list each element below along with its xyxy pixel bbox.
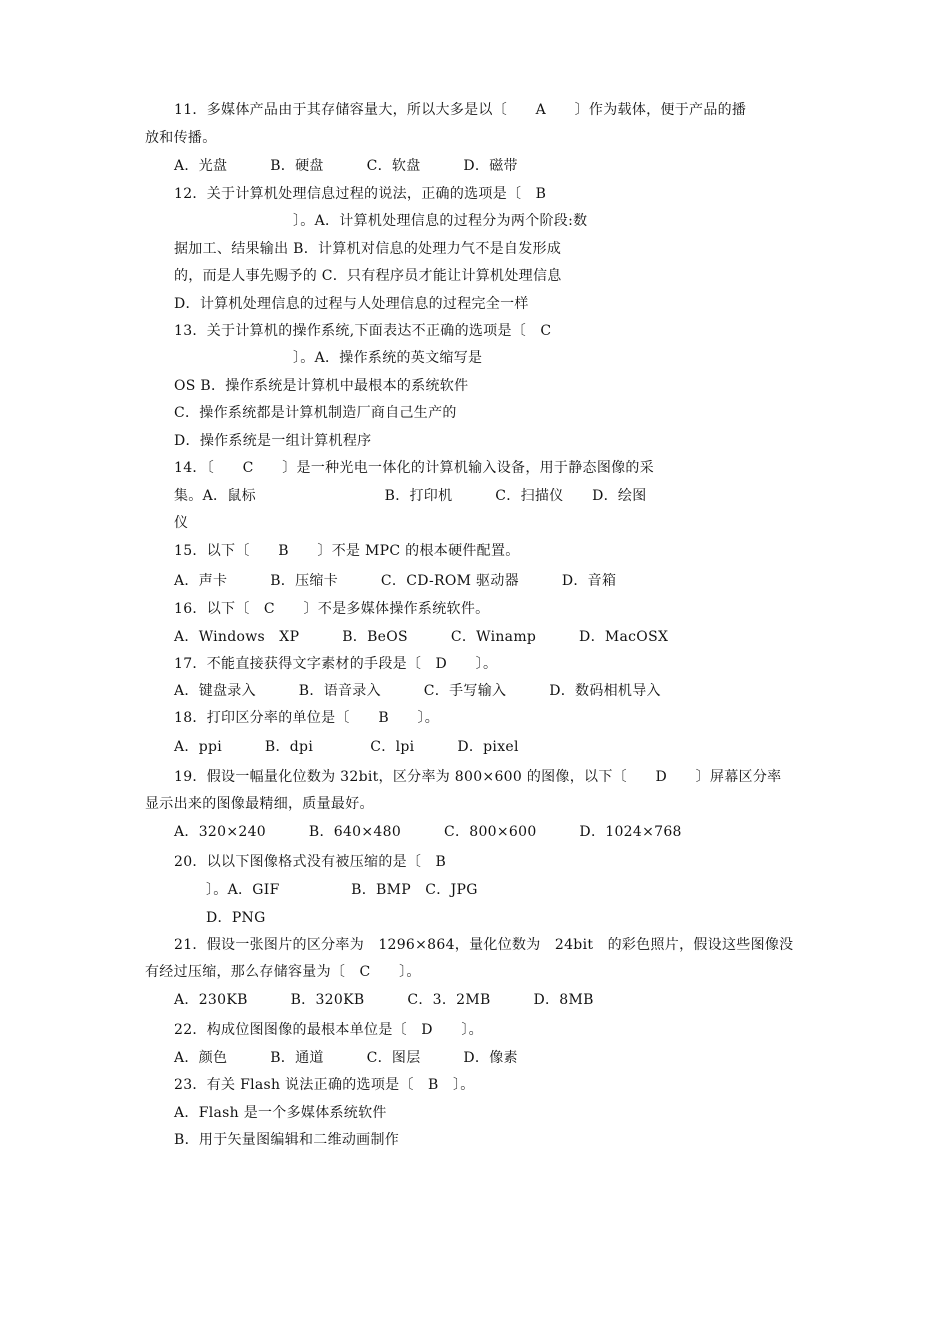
q20-options-cont: D．PNG bbox=[206, 910, 266, 926]
q13-options-line1: OS B．操作系统是计算机中最根本的系统软件 bbox=[174, 378, 469, 394]
q21-options: A．230KB B．320KB C．3．2MB D．8MB bbox=[174, 992, 594, 1008]
q22-stem: 22．构成位图图像的最根本单位是〔 D 〕。 bbox=[174, 1022, 483, 1038]
q20-options: 〕。A．GIF B．BMP C．JPG bbox=[206, 882, 478, 898]
q19-options: A．320×240 B．640×480 C．800×600 D．1024×768 bbox=[174, 824, 682, 840]
q18-options: A．ppi B．dpi C．lpi D．pixel bbox=[174, 739, 519, 755]
q17-stem: 17．不能直接获得文字素材的手段是〔 D 〕。 bbox=[174, 656, 498, 672]
q19-stem-cont: 显示出来的图像最精细，质量最好。 bbox=[145, 796, 374, 812]
q11-stem-cont: 放和传播。 bbox=[145, 130, 217, 146]
q21-stem-cont: 有经过压缩，那么存储容量为〔 C 〕。 bbox=[145, 964, 421, 980]
q14-options-cont: 仪 bbox=[174, 515, 189, 531]
q13-stem: 13．关于计算机的操作系统,下面表达不正确的选项是〔 C bbox=[174, 323, 552, 339]
q23-option-a: A．Flash 是一个多媒体系统软件 bbox=[174, 1105, 387, 1121]
q13-options-line2: C．操作系统都是计算机制造厂商自己生产的 bbox=[174, 405, 457, 421]
q18-stem: 18．打印区分率的单位是〔 B 〕。 bbox=[174, 710, 440, 726]
q13-stem-cont: 〕。A．操作系统的英文缩写是 bbox=[293, 350, 483, 366]
q14-options: 集。A．鼠标 B．打印机 C．扫描仪 D．绘图 bbox=[174, 488, 647, 504]
q11-options: A．光盘 B．硬盘 C．软盘 D．磁带 bbox=[174, 158, 518, 174]
q15-stem: 15．以下〔 B 〕不是 MPC 的根本硬件配置。 bbox=[174, 543, 520, 559]
q12-stem: 12．关于计算机处理信息过程的说法，正确的选项是〔 B bbox=[174, 186, 547, 202]
q15-options: A．声卡 B．压缩卡 C．CD-ROM 驱动器 D．音箱 bbox=[174, 573, 617, 589]
q16-stem: 16．以下〔 C 〕不是多媒体操作系统软件。 bbox=[174, 601, 490, 617]
q23-option-b: B．用于矢量图编辑和二维动画制作 bbox=[174, 1132, 400, 1148]
q12-options-line2: 的，而是人事先赐予的 C．只有程序员才能让计算机处理信息 bbox=[174, 268, 562, 284]
q20-stem: 20．以以下图像格式没有被压缩的是〔 B bbox=[174, 854, 447, 870]
q12-stem-cont: 〕。A．计算机处理信息的过程分为两个阶段:数 bbox=[293, 213, 588, 229]
q14-stem: 14．〔 C 〕是一种光电一体化的计算机输入设备，用于静态图像的采 bbox=[174, 460, 655, 476]
q23-stem: 23．有关 Flash 说法正确的选项是〔 B 〕。 bbox=[174, 1077, 475, 1093]
q22-options: A．颜色 B．通道 C．图层 D．像素 bbox=[174, 1050, 518, 1066]
q16-options: A．Windows XP B．BeOS C．Winamp D．MacOSX bbox=[174, 629, 669, 645]
q19-stem: 19．假设一幅量化位数为 32bit，区分率为 800×600 的图像，以下〔 D 〕屏幕区分率 bbox=[174, 769, 782, 785]
q17-options: A．键盘录入 B．语音录入 C．手写输入 D．数码相机导入 bbox=[174, 683, 661, 699]
q11-stem: 11．多媒体产品由于其存储容量大，所以大多是以〔 A 〕作为载体，便于产品的播 bbox=[174, 102, 747, 118]
q12-options-line3: D．计算机处理信息的过程与人处理信息的过程完全一样 bbox=[174, 296, 529, 312]
q21-stem: 21．假设一张图片的区分率为 1296×864，量化位数为 24bit 的彩色照片，假设这些图像没 bbox=[174, 937, 794, 953]
q12-options-line1: 据加工、结果输出 B．计算机对信息的处理力气不是自发形成 bbox=[174, 241, 562, 257]
q13-options-line3: D．操作系统是一组计算机程序 bbox=[174, 433, 372, 449]
